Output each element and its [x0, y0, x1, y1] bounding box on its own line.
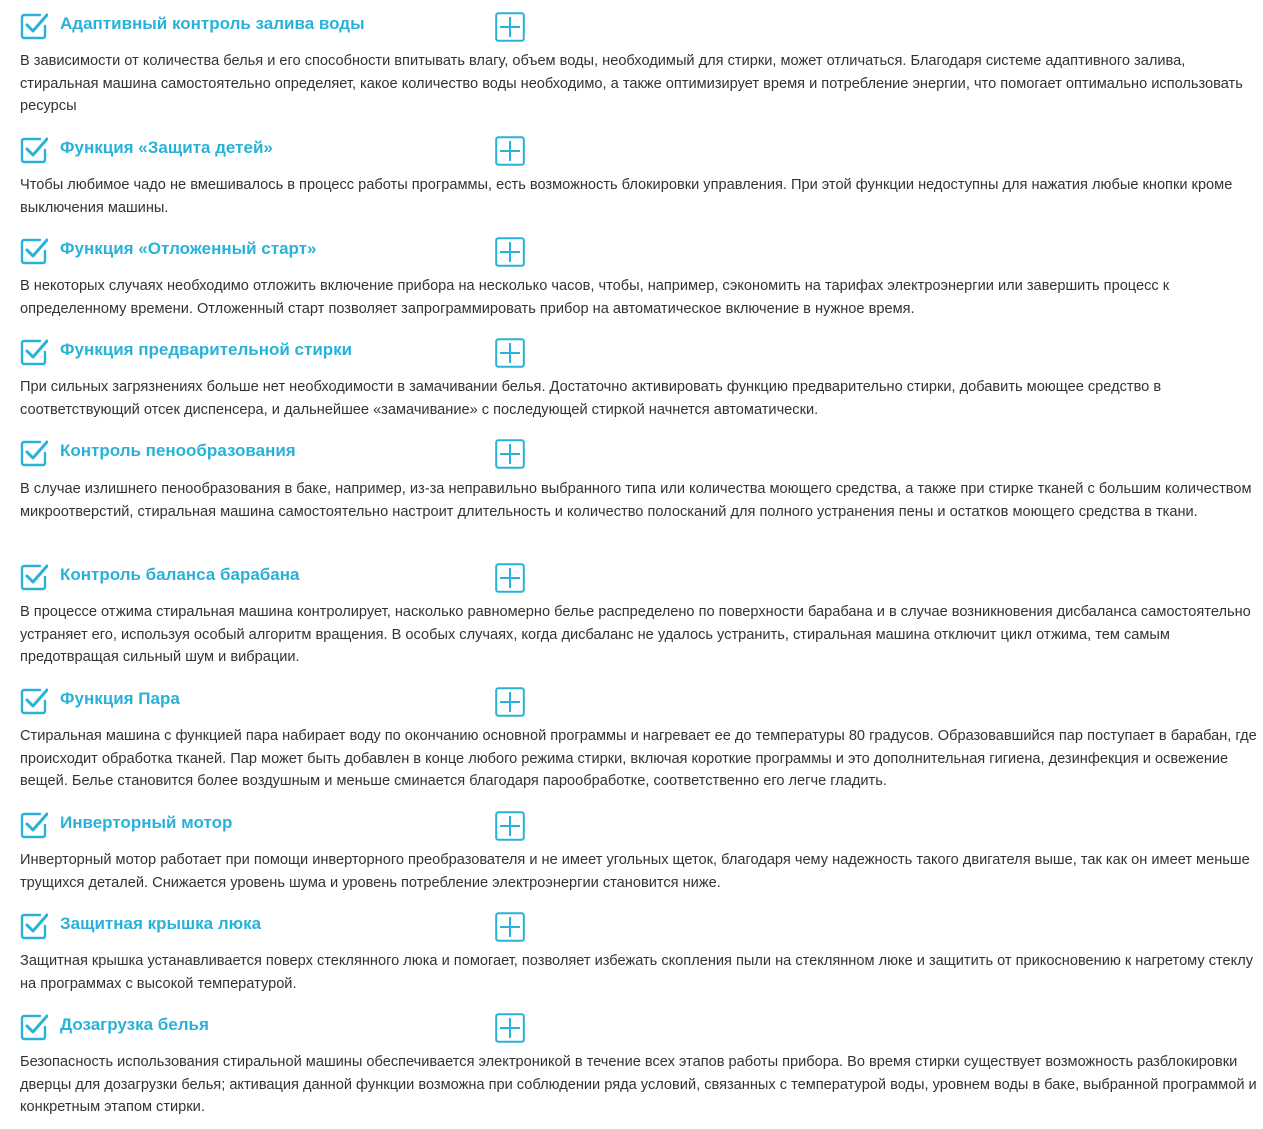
expand-plus-icon[interactable]	[495, 338, 525, 368]
expand-plus-icon[interactable]	[495, 687, 525, 717]
checkbox-checked-icon	[20, 811, 48, 839]
checkbox-checked-icon	[20, 12, 48, 40]
checkbox-checked-icon	[20, 439, 48, 467]
feature-header	[20, 687, 530, 715]
feature-title: Функция предварительной стирки	[60, 340, 353, 359]
feature-description: Инверторный мотор работает при помощи инверторного преобразователя и не имеет угольных щеток, благодаря чему надежность такого двигателя выше, так как он имеет меньше трущихся деталей. Снижается уровень шума и уровень потребление электроэнергии становится ниже.	[20, 852, 1250, 891]
feature-description: В некоторых случаях необходимо отложить включение прибора на несколько часов, чтобы, например, сэкономить на тарифах электроэнергии или завершить процесс к определенному времени. Отложенный старт позволяет запрограммировать прибор на автоматическое включение в нужное время.	[20, 278, 1170, 317]
feature-header	[20, 563, 530, 591]
feature-header	[20, 912, 530, 940]
checkbox-checked-icon	[20, 237, 48, 265]
expand-plus-icon[interactable]	[495, 136, 525, 166]
checkbox-checked-icon	[20, 338, 48, 366]
expand-plus-icon[interactable]	[495, 563, 525, 593]
expand-plus-icon[interactable]	[495, 1013, 525, 1043]
feature-header	[20, 1013, 530, 1041]
feature-title: Инверторный мотор	[60, 813, 233, 832]
checkbox-checked-icon	[20, 912, 48, 940]
feature-title: Защитная крышка люка	[60, 914, 262, 933]
checkbox-checked-icon	[20, 136, 48, 164]
expand-plus-icon[interactable]	[495, 12, 525, 42]
feature-header	[20, 811, 530, 839]
feature-title: Адаптивный контроль залива воды	[60, 14, 365, 33]
checkbox-checked-icon	[20, 1013, 48, 1041]
feature-description: В зависимости от количества белья и его способности впитывать влагу, объем воды, необходимый для стирки, может отличаться. Благодаря системе адаптивного залива, стиральная машина самостоятельно определяет, какое количество воды необходимо, а также оптимизирует время и потребление энергии, что помогает оптимально использовать ресурсы	[20, 53, 1243, 115]
expand-plus-icon[interactable]	[495, 237, 525, 267]
feature-description: Чтобы любимое чадо не вмешивалось в процесс работы программы, есть возможность блокировки управления. При этой функции недоступны для нажатия любые кнопки кроме выключения машины.	[20, 177, 1233, 216]
feature-description: В случае излишнего пенообразования в баке, например, из-за неправильно выбранного типа или количества моющего средства, а также при стирке тканей с большим количеством микроотверстий, стиральная машина самостоятельно настроит длительность и количество полосканий для полного устранения пены и остатков моющего средства в ткани.	[20, 481, 1252, 520]
feature-title: Функция «Отложенный старт»	[60, 239, 317, 258]
feature-title: Функция Пара	[60, 689, 180, 708]
feature-title: Дозагрузка белья	[60, 1015, 209, 1034]
feature-description: В процессе отжима стиральная машина контролирует, насколько равномерно белье распределено по поверхности барабана и в случае возникновения дисбаланса самостоятельно устраняет его, используя особый алгоритм вращения. В особых случаях, когда дисбаланс не удалось устранить, стиральная машина отключит цикл отжима, тем самым предотвращая сильный шум и вибрации.	[20, 604, 1251, 666]
feature-header	[20, 136, 530, 164]
feature-title: Контроль пенообразования	[60, 441, 296, 460]
feature-header	[20, 338, 530, 366]
feature-description: Безопасность использования стиральной машины обеспечивается электроникой в течение всех этапов работы прибора. Во время стирки существует возможность разблокировки дверцы для дозагрузки белья; активация данной функции возможна при соблюдении ряда условий, связанных с температурой воды, уровнем воды в баке, выбранной программой и конкретным этапом стирки.	[20, 1054, 1257, 1116]
feature-title: Функция «Защита детей»	[60, 138, 273, 157]
expand-plus-icon[interactable]	[495, 811, 525, 841]
feature-header	[20, 439, 530, 467]
feature-header	[20, 12, 530, 40]
feature-header	[20, 237, 530, 265]
expand-plus-icon[interactable]	[495, 912, 525, 942]
feature-description: При сильных загрязнениях больше нет необходимости в замачивании белья. Достаточно активировать функцию предварительно стирки, добавить моющее средство в соответствующий отсек диспенсера, и дальнейшее «замачивание» с последующей стиркой начнется автоматически.	[20, 379, 1162, 418]
feature-description: Защитная крышка устанавливается поверх стеклянного люка и помогает, позволяет избежать скопления пыли на стеклянном люке и защитить от прикосновению к нагретому стеклу на программах с высокой температурой.	[20, 953, 1254, 992]
expand-plus-icon[interactable]	[495, 439, 525, 469]
feature-description: Стиральная машина с функцией пара набирает воду по окончанию основной программы и нагревает ее до температуры 80 градусов. Образовавшийся пар поступает в барабан, где происходит обработка тканей. Пар может быть добавлен в конце любого режима стирки, включая короткие программы и это дополнительная гигиена, дезинфекция и освежение вещей. Белье становится более воздушным и меньше сминается благодаря парообработке, соответственно его легче гладить.	[20, 728, 1257, 790]
checkbox-checked-icon	[20, 687, 48, 715]
feature-title: Контроль баланса барабана	[60, 565, 300, 584]
checkbox-checked-icon	[20, 563, 48, 591]
